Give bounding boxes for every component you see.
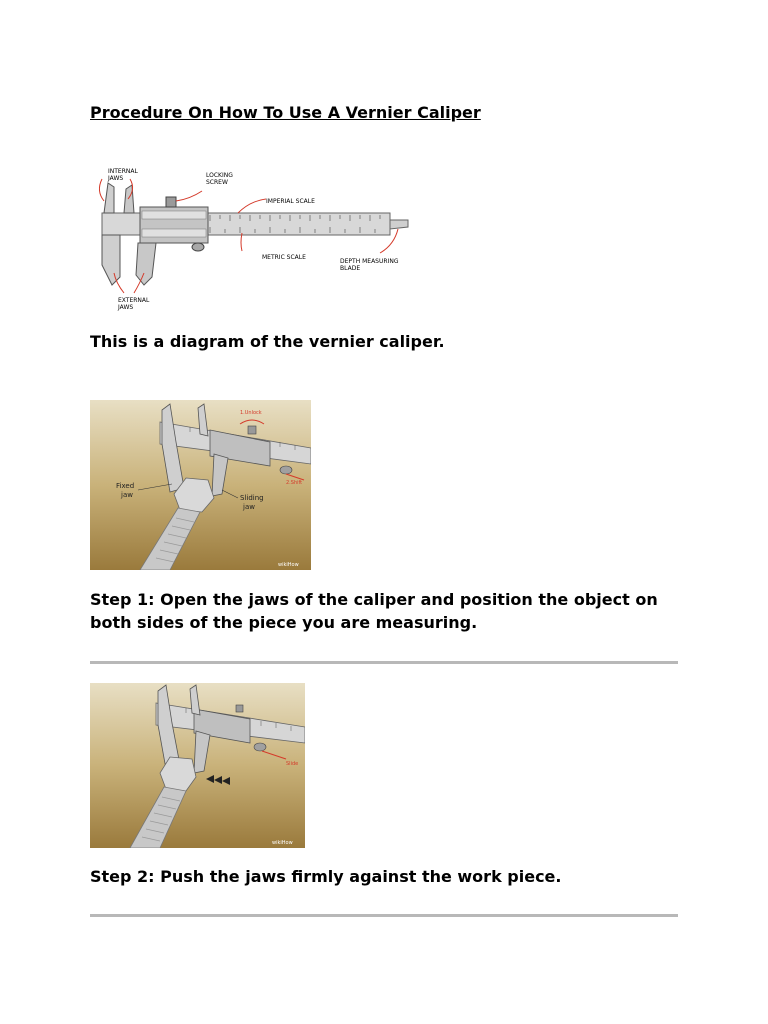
step1-photo (90, 400, 311, 570)
label-depth-blade-2: BLADE (340, 265, 361, 272)
label-internal-jaws-1: INTERNAL (108, 168, 138, 175)
label-metric-scale: METRIC SCALE (262, 254, 306, 261)
divider-2 (90, 914, 678, 917)
step1-label-sliding-jaw-1: Sliding (240, 494, 264, 502)
divider-1 (90, 661, 678, 664)
step1-label-unlock: 1.Unlock (240, 410, 262, 416)
step2-photo (90, 683, 305, 848)
step1-label-fixed-jaw-2: jaw (121, 491, 133, 499)
step2-watermark: wikiHow (272, 840, 293, 846)
label-locking-screw-1: LOCKING (206, 172, 233, 179)
step2-label-slide: Slide (286, 761, 299, 767)
step1-caption (90, 588, 690, 634)
label-imperial-scale: IMPERIAL SCALE (266, 198, 315, 205)
step1-label-shift: 2.Shift (286, 480, 303, 486)
label-locking-screw-2: SCREW (206, 179, 228, 186)
label-depth-blade-1: DEPTH MEASURING (340, 258, 399, 265)
step1-caption-line-1: Step 1: Open the jaws of the caliper and position the object on (90, 590, 658, 609)
page-title: Procedure On How To Use A Vernier Caliper (90, 103, 481, 122)
label-external-jaws-2: JAWS (118, 304, 134, 311)
step1-watermark: wikiHow (278, 562, 299, 568)
step1-label-sliding-jaw-2: jaw (243, 503, 255, 511)
step2-caption: Step 2: Push the jaws firmly against the work piece. (90, 867, 562, 886)
caliper-diagram (90, 165, 420, 315)
diagram-caption: This is a diagram of the vernier caliper. (90, 332, 445, 351)
step1-caption-line-2: both sides of the piece you are measuring. (90, 613, 478, 632)
step1-label-fixed-jaw-1: Fixed (116, 482, 135, 490)
label-internal-jaws-2: JAWS (108, 175, 124, 182)
label-external-jaws-1: EXTERNAL (118, 297, 150, 304)
